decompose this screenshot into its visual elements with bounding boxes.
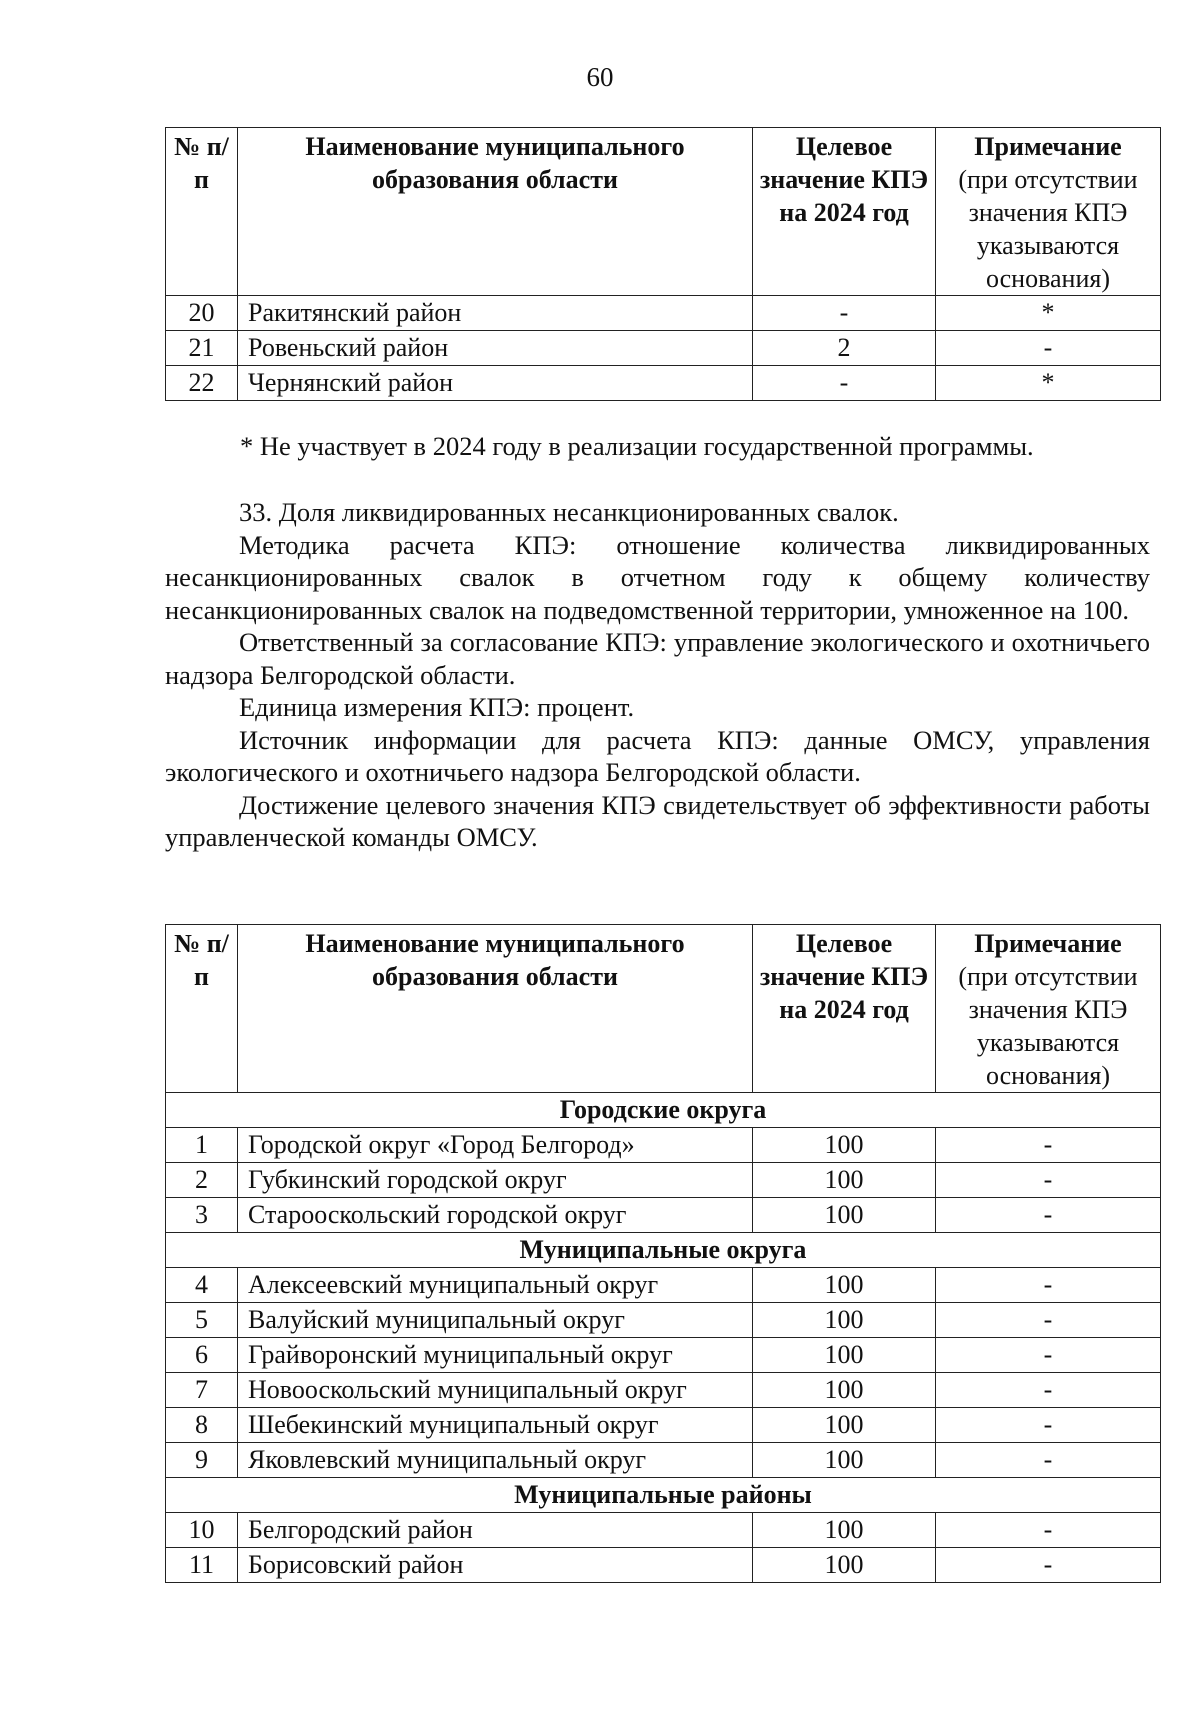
kpe-title: 33. Доля ликвидированных несанкционированных свалок. (239, 497, 899, 527)
table-row (166, 1513, 1161, 1548)
kpe-source: Источник информации для расчета КПЭ: данные ОМСУ, управления экологического и охотничьего надзора Белгородской области. (165, 724, 1150, 787)
table-row (166, 1163, 1161, 1198)
row-num: 2 (166, 1163, 238, 1198)
table-row (166, 296, 1161, 331)
row-note: - (936, 1373, 1161, 1408)
table-row (166, 1548, 1161, 1583)
table-row (166, 1338, 1161, 1373)
page-number: 60 (586, 62, 614, 92)
row-name: Алексеевский муниципальный округ (238, 1268, 753, 1303)
header-num: № п/п (166, 128, 238, 296)
table-row (166, 1373, 1161, 1408)
row-num: 20 (166, 296, 238, 331)
kpe-methodology: Методика расчета КПЭ: отношение количества ликвидированных несанкционированных свалок в отчетном году к общему количеству несанкционированных свалок на подведомственной территории, умноженное на 100. (165, 529, 1150, 625)
row-value: 100 (753, 1408, 936, 1443)
header-name: Наименование муниципального образования области (238, 128, 753, 296)
table-row (166, 1443, 1161, 1478)
row-num: 3 (166, 1198, 238, 1233)
row-name: Грайворонский муниципальный округ (238, 1338, 753, 1373)
header-target: Целевое значение КПЭ на 2024 год (753, 128, 936, 296)
row-value: 100 (753, 1513, 936, 1548)
header-target: Целевое значение КПЭ на 2024 год (753, 925, 936, 1093)
section-municipal-regions: Муниципальные районы (166, 1478, 1161, 1513)
row-note: - (936, 1338, 1161, 1373)
row-name: Ровеньский район (238, 331, 753, 366)
row-num: 1 (166, 1128, 238, 1163)
row-value: 100 (753, 1443, 936, 1478)
row-name: Валуйский муниципальный округ (238, 1303, 753, 1338)
footnote: * Не участвует в 2024 году в реализации государственной программы. (240, 431, 1034, 461)
row-name: Яковлевский муниципальный округ (238, 1443, 753, 1478)
header-note-title: Примечание (974, 929, 1122, 958)
section-row (166, 1093, 1161, 1128)
row-value: - (753, 366, 936, 401)
row-note: - (936, 1198, 1161, 1233)
header-note-rest: (при отсутствии значения КПЭ указываются основания) (958, 165, 1138, 293)
row-note: * (936, 296, 1161, 331)
table-row (166, 1408, 1161, 1443)
row-num: 8 (166, 1408, 238, 1443)
row-name: Шебекинский муниципальный округ (238, 1408, 753, 1443)
row-name: Губкинский городской округ (238, 1163, 753, 1198)
header-note (936, 128, 1161, 296)
table-row (166, 1303, 1161, 1338)
row-value: 100 (753, 1373, 936, 1408)
row-value: 2 (753, 331, 936, 366)
row-note: - (936, 1408, 1161, 1443)
row-name: Ракитянский район (238, 296, 753, 331)
table-header-row (166, 925, 1161, 1093)
row-num: 4 (166, 1268, 238, 1303)
row-num: 7 (166, 1373, 238, 1408)
table-row (166, 1198, 1161, 1233)
table-row (166, 1128, 1161, 1163)
row-value: - (753, 296, 936, 331)
row-note: * (936, 366, 1161, 401)
row-num: 6 (166, 1338, 238, 1373)
row-value: 100 (753, 1338, 936, 1373)
row-value: 100 (753, 1128, 936, 1163)
row-note: - (936, 1548, 1161, 1583)
row-num: 22 (166, 366, 238, 401)
kpe-responsible: Ответственный за согласование КПЭ: управление экологического и охотничьего надзора Белгородской области. (165, 627, 1150, 690)
kpe-unit: Единица измерения КПЭ: процент. (239, 692, 635, 722)
section-urban-districts: Городские округа (166, 1093, 1161, 1128)
row-value: 100 (753, 1548, 936, 1583)
header-note-title: Примечание (974, 132, 1122, 161)
header-note-rest: (при отсутствии значения КПЭ указываются основания) (958, 962, 1138, 1090)
row-name: Белгородский район (238, 1513, 753, 1548)
row-num: 5 (166, 1303, 238, 1338)
section-row (166, 1478, 1161, 1513)
row-num: 11 (166, 1548, 238, 1583)
row-note: - (936, 1513, 1161, 1548)
row-num: 21 (166, 331, 238, 366)
row-name: Борисовский район (238, 1548, 753, 1583)
row-name: Старооскольский городской округ (238, 1198, 753, 1233)
row-num: 10 (166, 1513, 238, 1548)
row-value: 100 (753, 1303, 936, 1338)
header-name: Наименование муниципального образования области (238, 925, 753, 1093)
header-note (936, 925, 1161, 1093)
row-name: Чернянский район (238, 366, 753, 401)
table-header-row (166, 128, 1161, 296)
row-name: Городской округ «Город Белгород» (238, 1128, 753, 1163)
section-municipal-districts: Муниципальные округа (166, 1233, 1161, 1268)
row-note: - (936, 331, 1161, 366)
table-row (166, 1268, 1161, 1303)
row-num: 9 (166, 1443, 238, 1478)
row-note: - (936, 1268, 1161, 1303)
kpe-achievement: Достижение целевого значения КПЭ свидетельствует об эффективности работы управленческой команды ОМСУ. (165, 789, 1150, 852)
header-num: № п/п (166, 925, 238, 1093)
table-row (166, 366, 1161, 401)
row-note: - (936, 1303, 1161, 1338)
row-note: - (936, 1443, 1161, 1478)
section-row (166, 1233, 1161, 1268)
table-row (166, 331, 1161, 366)
row-value: 100 (753, 1268, 936, 1303)
row-value: 100 (753, 1163, 936, 1198)
kpe-table-continued (165, 127, 1161, 401)
kpe-table (165, 924, 1161, 1583)
row-note: - (936, 1163, 1161, 1198)
row-value: 100 (753, 1198, 936, 1233)
row-name: Новооскольский муниципальный округ (238, 1373, 753, 1408)
kpe-description (165, 496, 1150, 854)
row-note: - (936, 1128, 1161, 1163)
